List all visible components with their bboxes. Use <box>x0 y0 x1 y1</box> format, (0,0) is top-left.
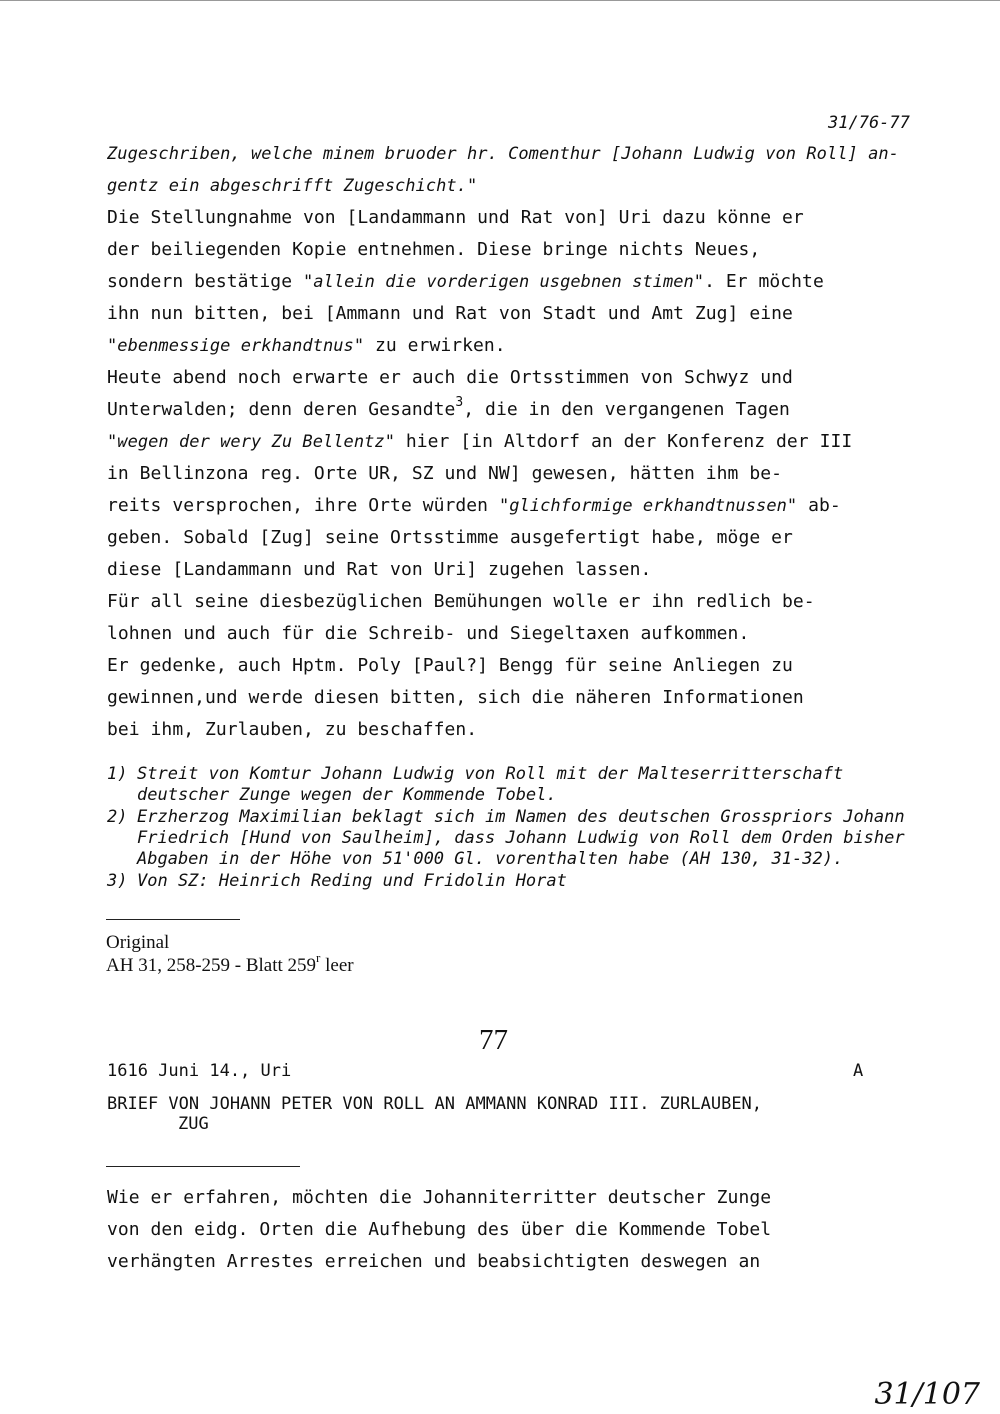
line-text: Er gedenke, auch Hptm. Poly [Paul?] Bengg für seine Anliegen zu <box>107 655 793 676</box>
footnote-line: Abgaben in der Höhe von 51'000 Gl. vorenthalten habe (AH 130, 31-32). <box>137 849 844 869</box>
body-line <box>107 271 824 293</box>
quoted-source-text: gentz ein abgeschrifft Zugeschicht." <box>107 176 478 196</box>
document-number: 77 <box>479 1024 508 1056</box>
footnote-number: 3) <box>107 871 128 891</box>
line-text: Unterwalden; denn deren Gesandte <box>107 399 456 420</box>
original-label: Original <box>106 932 170 953</box>
original-separator-rule <box>106 919 240 920</box>
handwritten-page-number: 31/107 <box>874 1377 980 1412</box>
body-line <box>107 527 793 549</box>
body-line <box>107 303 793 325</box>
line-text: geben. Sobald [Zug] seine Ortsstimme ausgefertigt habe, möge er <box>107 527 793 548</box>
original-ref-suffix: leer <box>320 955 354 976</box>
line-text: Die Stellungnahme von [Landammann und Rat von] Uri dazu könne er <box>107 207 804 228</box>
scan-top-edge <box>0 0 1000 1</box>
line-text: der beiliegenden Kopie entnehmen. Diese bringe nichts Neues, <box>107 239 761 260</box>
body-line <box>107 623 749 645</box>
body-line <box>107 335 506 357</box>
body-line <box>107 175 477 197</box>
body-line <box>107 431 852 453</box>
body-line <box>107 395 790 421</box>
original-ref-superscript: r <box>316 950 321 965</box>
line-text: lohnen und auch für die Schreib- und Siegeltaxen aufkommen. <box>107 623 750 644</box>
header-separator-rule <box>106 1166 300 1167</box>
body-line <box>107 495 841 517</box>
line-text: in Bellinzona reg. Orte UR, SZ und NW] gewesen, hätten ihm be- <box>107 463 782 484</box>
line-text: bei ihm, Zurlauben, zu beschaffen. <box>107 719 478 740</box>
footnote-number: 1) <box>107 764 128 784</box>
line-text: Heute abend noch erwarte er auch die Ortsstimmen von Schwyz und <box>107 367 793 388</box>
body-line <box>107 591 815 613</box>
line-text: sondern bestätige <box>107 271 303 292</box>
quoted-source-text: "ebenmessige erkhandtnus" <box>107 336 365 356</box>
page-reference: 31/76-77 <box>828 113 910 133</box>
line-text: zu erwirken. <box>364 335 506 356</box>
line-text: , die in den vergangenen Tagen <box>463 399 790 420</box>
body-line <box>107 463 782 485</box>
body-line <box>107 207 804 229</box>
quoted-source-text: "allein die vorderigen usgebnen stimen" <box>302 272 705 292</box>
line-text: gewinnen,und werde diesen bitten, sich die näheren Informationen <box>107 687 804 708</box>
body-line <box>107 719 477 741</box>
lower-body-line: von den eidg. Orten die Aufhebung des über die Kommende Tobel <box>107 1219 772 1240</box>
footnote-line: Von SZ: Heinrich Reding und Fridolin Horat <box>137 871 567 891</box>
body-line <box>107 367 793 389</box>
line-text: ihn nun bitten, bei [Ammann und Rat von Stadt und Amt Zug] eine <box>107 303 793 324</box>
body-line <box>107 559 651 581</box>
footnote-line: Streit von Komtur Johann Ludwig von Roll mit der Malteserritterschaft <box>137 764 844 784</box>
body-line <box>107 143 899 165</box>
footnote-ref: 3 <box>455 395 464 410</box>
line-text: ab- <box>797 495 841 516</box>
header-date-place: 1616 Juni 14., Uri <box>107 1061 292 1081</box>
header-title-line-1: BRIEF VON JOHANN PETER VON ROLL AN AMMANN KONRAD III. ZURLAUBEN, <box>107 1094 763 1114</box>
lower-body-line: Wie er erfahren, möchten die Johanniterritter deutscher Zunge <box>107 1187 772 1208</box>
footnote-line: deutscher Zunge wegen der Kommende Tobel. <box>137 785 557 805</box>
line-text: Für all seine diesbezüglichen Bemühungen wolle er ihn redlich be- <box>107 591 815 612</box>
body-line <box>107 239 760 261</box>
original-ref-text: AH 31, 258-259 - Blatt 259 <box>106 955 317 976</box>
body-line <box>107 655 793 677</box>
original-reference <box>106 950 354 977</box>
body-line <box>107 687 804 709</box>
lower-body-line: verhängten Arrestes erreichen und beabsichtigten deswegen an <box>107 1251 761 1272</box>
quoted-source-text: "glichformige erkhandtnussen" <box>498 496 798 516</box>
footnote-line: Friedrich [Hund von Saulheim], dass Johann Ludwig von Roll dem Orden bisher <box>137 828 905 848</box>
header-mark: A <box>853 1061 864 1081</box>
line-text: diese [Landammann und Rat von Uri] zugehen lassen. <box>107 559 652 580</box>
header-title-line-2: ZUG <box>178 1114 209 1134</box>
quoted-source-text: "wegen der wery Zu Bellentz" <box>107 432 395 452</box>
line-text: . Er möchte <box>704 271 824 292</box>
footnote-line: Erzherzog Maximilian beklagt sich im Namen des deutschen Grosspriors Johann <box>137 807 905 827</box>
quoted-source-text: Zugeschriben, welche minem bruoder hr. Comenthur [Johann Ludwig von Roll] an- <box>107 144 899 164</box>
line-text: reits versprochen, ihre Orte würden <box>107 495 499 516</box>
footnote-number: 2) <box>107 807 128 827</box>
line-text: hier [in Altdorf an der Konferenz der III <box>394 431 853 452</box>
